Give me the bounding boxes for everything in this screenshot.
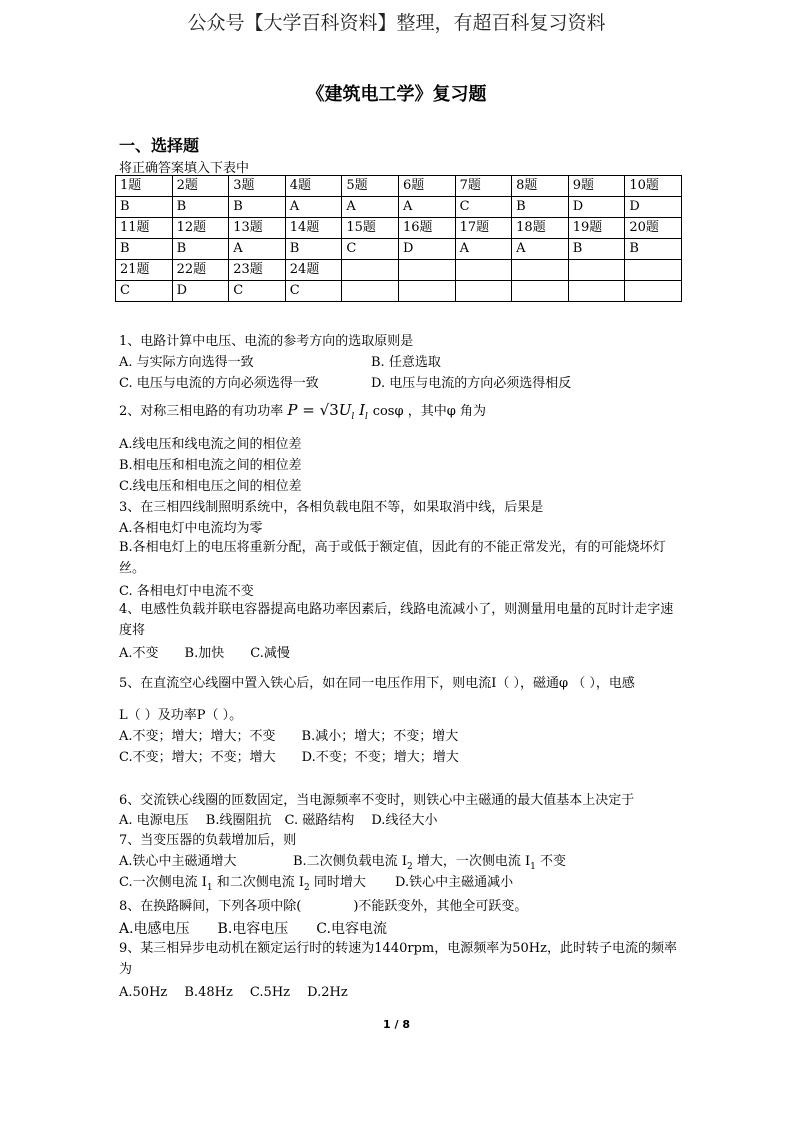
- question-3-option-a: A.各相电灯中电流均为零: [119, 521, 263, 536]
- answer-table-cell: C: [342, 239, 399, 260]
- answer-table-cell: [512, 260, 569, 281]
- question-7-option-b: B.二次侧负载电流 $I_2$ 增大，一次侧电流 $I_1$ 不变: [293, 854, 566, 872]
- answer-table-cell: 12题: [172, 218, 229, 239]
- answer-table-cell: [512, 281, 569, 302]
- answer-table: [115, 175, 682, 302]
- table-instruction: 将正确答案填入下表中: [119, 161, 250, 176]
- answer-table-cell: B: [229, 197, 286, 218]
- answer-table-cell: B: [568, 239, 625, 260]
- answer-table-cell: [568, 260, 625, 281]
- answer-table-cell: 4题: [285, 176, 342, 197]
- question-1-option-d: D. 电压与电流的方向必须选得相反: [371, 376, 572, 391]
- answer-table-cell: [625, 260, 682, 281]
- answer-table-cell: 11题: [116, 218, 173, 239]
- answer-table-cell: 3题: [229, 176, 286, 197]
- answer-table-cell: 10题: [625, 176, 682, 197]
- answer-table-cell: D: [625, 197, 682, 218]
- answer-table-cell: B: [116, 239, 173, 260]
- question-7-option-d: D.铁心中主磁通减小: [395, 875, 514, 890]
- answer-table-cell: 13题: [229, 218, 286, 239]
- answer-table-cell: B: [116, 197, 173, 218]
- question-8-options: A.电感电压 B.电容电压 C.电容电流: [119, 921, 387, 937]
- question-4-options: A.不变 B.加快 C.减慢: [119, 646, 290, 661]
- answer-table-cell: 22题: [172, 260, 229, 281]
- answer-table-cell: A: [512, 239, 569, 260]
- answer-table-cell: B: [625, 239, 682, 260]
- question-2-prefix: 2、对称三相电路的有功功率: [119, 404, 284, 419]
- answer-table-cell: D: [172, 281, 229, 302]
- section-heading: 一、选择题: [119, 136, 200, 155]
- answer-table-cell: 23题: [229, 260, 286, 281]
- answer-table-cell: 5题: [342, 176, 399, 197]
- answer-table-cell: A: [285, 197, 342, 218]
- question-1-option-a: A. 与实际方向选得一致: [119, 355, 254, 370]
- answer-table-cell: A: [229, 239, 286, 260]
- answer-table-row: [116, 260, 682, 281]
- answer-table-cell: [398, 260, 455, 281]
- answer-table-cell: [455, 281, 512, 302]
- answer-table-cell: 6题: [398, 176, 455, 197]
- answer-table-cell: D: [398, 239, 455, 260]
- page-number: 1 / 8: [383, 1018, 410, 1031]
- document-title: 《建筑电工学》复习题: [306, 84, 487, 105]
- answer-table-row: [116, 281, 682, 302]
- answer-table-cell: 15题: [342, 218, 399, 239]
- answer-table-cell: D: [568, 197, 625, 218]
- answer-table-cell: [342, 281, 399, 302]
- question-6-options: A. 电源电压 B.线圈阻抗 C. 磁路结构 D.线径大小: [119, 813, 438, 828]
- question-9-stem: 9、某三相异步电动机在额定运行时的转速为1440rpm，电源频率为50Hz，此时转子电流的频率为: [119, 941, 677, 977]
- question-1-option-c: C. 电压与电流的方向必须选得一致: [119, 376, 319, 391]
- answer-table-row: [116, 176, 682, 197]
- question-5-line-2: L（ ）及功率P（ ）。: [119, 708, 243, 723]
- answer-table-cell: A: [455, 239, 512, 260]
- question-5-line-1: 5、在直流空心线圈中置入铁心后，如在同一电压作用下，则电流I（ ），磁通φ （ ），电感: [119, 676, 635, 691]
- question-3-option-b: B.各相电灯上的电压将重新分配，高于或低于额定值，因此有的不能正常发光，有的可能烧坏灯丝。: [119, 540, 666, 576]
- answer-table-cell: B: [285, 239, 342, 260]
- question-2-option-b: B.相电压和相电流之间的相位差: [119, 458, 302, 473]
- answer-table-cell: 9题: [568, 176, 625, 197]
- question-1-stem: 1、电路计算中电压、电流的参考方向的选取原则是: [119, 334, 414, 349]
- question-1-option-b: B. 任意选取: [371, 355, 441, 370]
- answer-table-cell: [455, 260, 512, 281]
- answer-table-cell: 16题: [398, 218, 455, 239]
- answer-table-cell: B: [172, 197, 229, 218]
- answer-table-cell: [625, 281, 682, 302]
- answer-table-cell: [342, 260, 399, 281]
- answer-table-cell: C: [455, 197, 512, 218]
- answer-table-cell: C: [285, 281, 342, 302]
- answer-table-cell: 14题: [285, 218, 342, 239]
- answer-table-cell: B: [512, 197, 569, 218]
- answer-table-cell: 18题: [512, 218, 569, 239]
- question-4-stem: 4、电感性负载并联电容器提高电路功率因素后，线路电流减小了，则测量用电量的瓦时计走字速度将: [119, 602, 674, 638]
- answer-table-cell: C: [229, 281, 286, 302]
- answer-table-cell: 21题: [116, 260, 173, 281]
- answer-table-cell: A: [342, 197, 399, 218]
- question-9-options: A.50Hz B.48Hz C.5Hz D.2Hz: [119, 985, 348, 1000]
- question-3-option-c: C. 各相电灯中电流不变: [119, 584, 254, 599]
- question-7-option-a: A.铁心中主磁通增大: [119, 854, 237, 869]
- answer-table-cell: 1题: [116, 176, 173, 197]
- question-2-option-c: C.线电压和相电压之间的相位差: [119, 479, 302, 494]
- question-7-stem: 7、当变压器的负载增加后，则: [119, 833, 297, 848]
- answer-table-cell: A: [398, 197, 455, 218]
- answer-table-cell: 17题: [455, 218, 512, 239]
- question-8-stem: 8、在换路瞬间，下列各项中除( )不能跃变外，其他全可跃变。: [119, 899, 528, 914]
- question-5-options-ab: A.不变；增大；增大；不变 B.减小；增大；不变；增大: [119, 729, 459, 744]
- question-2-option-a: A.线电压和线电流之间的相位差: [119, 437, 302, 452]
- answer-table-cell: [568, 281, 625, 302]
- question-2-suffix: ，其中φ 角为: [407, 404, 486, 419]
- answer-table-row: [116, 197, 682, 218]
- question-3-stem: 3、在三相四线制照明系统中，各相负载电阻不等，如果取消中线，后果是: [119, 500, 544, 515]
- answer-table-cell: 19题: [568, 218, 625, 239]
- answer-table-cell: [398, 281, 455, 302]
- power-formula: $P = √3U_l$ $I_l$ cosφ: [287, 401, 404, 422]
- answer-table-cell: B: [172, 239, 229, 260]
- answer-table-cell: C: [116, 281, 173, 302]
- answer-table-cell: 24题: [285, 260, 342, 281]
- answer-table-row: [116, 239, 682, 260]
- question-2-stem: [119, 400, 486, 422]
- answer-table-cell: 7题: [455, 176, 512, 197]
- question-6-stem: 6、交流铁心线圈的匝数固定，当电源频率不变时，则铁心中主磁通的最大值基本上决定于: [119, 793, 635, 808]
- page-header: 公众号【大学百科资料】整理，有超百科复习资料: [187, 12, 606, 34]
- answer-table-cell: 2题: [172, 176, 229, 197]
- answer-table-cell: 8题: [512, 176, 569, 197]
- question-7-option-c: C.一次侧电流 $I_1$ 和二次侧电流 $I_2$ 同时增大: [119, 875, 366, 893]
- answer-table-cell: 20题: [625, 218, 682, 239]
- question-5-options-cd: C.不变；增大；不变；增大 D.不变；不变；增大；增大: [119, 750, 459, 765]
- answer-table-row: [116, 218, 682, 239]
